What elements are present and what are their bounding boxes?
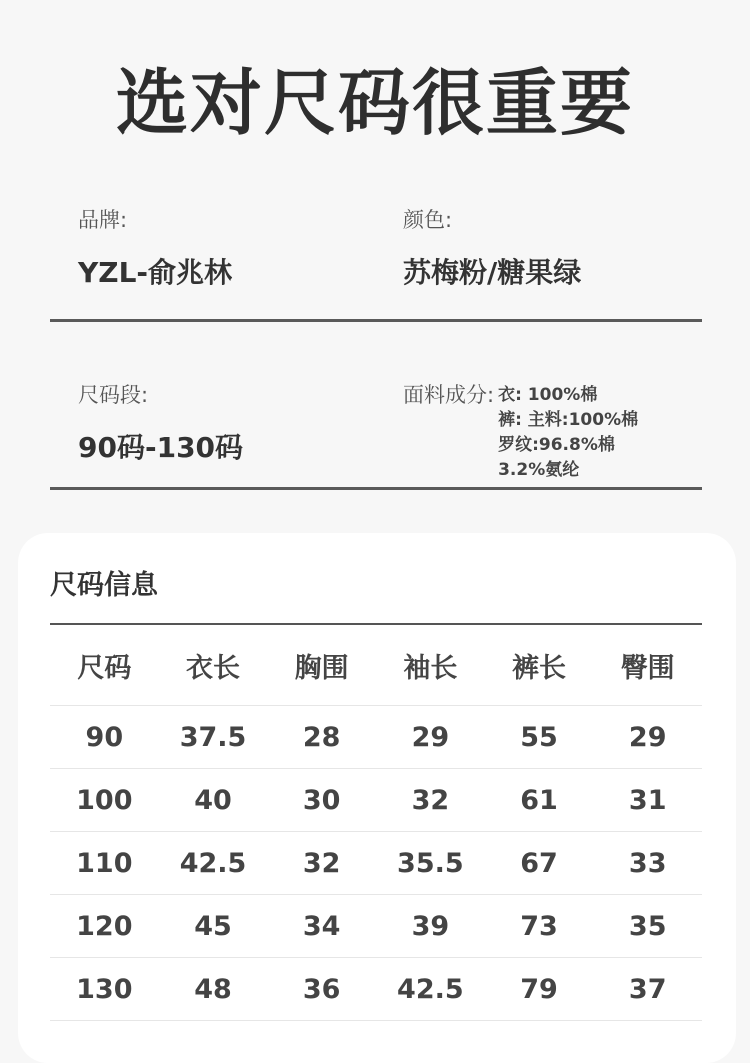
fabric-line: 3.2%氨纶 bbox=[498, 460, 580, 480]
table-cell: 37 bbox=[628, 973, 667, 1005]
fabric-cell bbox=[403, 380, 638, 483]
table-cell: 36 bbox=[302, 973, 341, 1005]
fabric-label: 面料成分: bbox=[403, 383, 495, 407]
table-cell: 35 bbox=[628, 910, 667, 942]
table-cell: 73 bbox=[520, 910, 558, 942]
table-header-row bbox=[50, 625, 702, 706]
table-cell: 35.5 bbox=[397, 847, 464, 879]
size-range-value: 90码-130码 bbox=[78, 431, 244, 464]
table-cell: 29 bbox=[628, 721, 667, 753]
fabric-line: 裤: 主料:100%棉 bbox=[498, 410, 639, 430]
fabric-line: 罗纹:96.8%棉 bbox=[498, 435, 615, 455]
color-cell bbox=[403, 205, 581, 293]
page-title: 选对尺码很重要 bbox=[115, 61, 634, 145]
size-range-cell bbox=[78, 380, 243, 468]
table-cell: 30 bbox=[302, 784, 341, 816]
table-cell: 40 bbox=[194, 784, 232, 816]
size-range-label: 尺码段: bbox=[78, 383, 149, 407]
table-header-cell: 袖长 bbox=[403, 652, 458, 684]
size-table bbox=[50, 623, 702, 1021]
brand-cell bbox=[78, 205, 232, 293]
table-cell: 90 bbox=[85, 721, 124, 753]
table-cell: 61 bbox=[520, 784, 558, 816]
fabric-line: 衣: 100%棉 bbox=[498, 385, 598, 405]
table-cell: 67 bbox=[520, 847, 558, 879]
table-cell: 120 bbox=[76, 910, 133, 942]
table-header-cell: 衣长 bbox=[186, 652, 240, 684]
table-cell: 48 bbox=[194, 973, 232, 1005]
table-header-cell: 尺码 bbox=[77, 652, 132, 684]
table-cell: 42.5 bbox=[179, 847, 247, 879]
table-row bbox=[50, 706, 702, 769]
brand-label: 品牌: bbox=[78, 208, 128, 232]
table-row bbox=[50, 769, 702, 832]
table-header-cell: 胸围 bbox=[294, 652, 349, 684]
table-cell: 33 bbox=[628, 847, 667, 879]
table-cell: 45 bbox=[194, 910, 232, 942]
table-cell: 32 bbox=[302, 847, 341, 879]
fabric-lines bbox=[498, 383, 638, 483]
table-cell: 32 bbox=[411, 784, 450, 816]
table-cell: 37.5 bbox=[179, 721, 247, 753]
info-row-size-fabric bbox=[50, 374, 702, 490]
table-row bbox=[50, 895, 702, 958]
brand-value: YZL-俞兆林 bbox=[78, 256, 233, 289]
table-cell: 42.5 bbox=[397, 973, 464, 1005]
table-cell: 110 bbox=[76, 847, 133, 879]
color-value: 苏梅粉/糖果绿 bbox=[403, 256, 582, 289]
table-cell: 34 bbox=[302, 910, 341, 942]
color-label: 颜色: bbox=[403, 208, 453, 232]
info-row-brand-color bbox=[50, 205, 702, 322]
table-row bbox=[50, 832, 702, 895]
table-cell: 100 bbox=[76, 784, 133, 816]
size-info-title: 尺码信息 bbox=[50, 570, 158, 601]
table-header-cell: 臀围 bbox=[620, 652, 675, 684]
table-cell: 79 bbox=[520, 973, 558, 1005]
table-cell: 39 bbox=[411, 910, 450, 942]
table-cell: 55 bbox=[520, 721, 558, 753]
table-cell: 29 bbox=[411, 721, 450, 753]
table-cell: 31 bbox=[628, 784, 667, 816]
table-header-cell: 裤长 bbox=[512, 652, 567, 684]
table-row bbox=[50, 958, 702, 1021]
table-cell: 28 bbox=[302, 721, 341, 753]
table-cell: 130 bbox=[76, 973, 133, 1005]
